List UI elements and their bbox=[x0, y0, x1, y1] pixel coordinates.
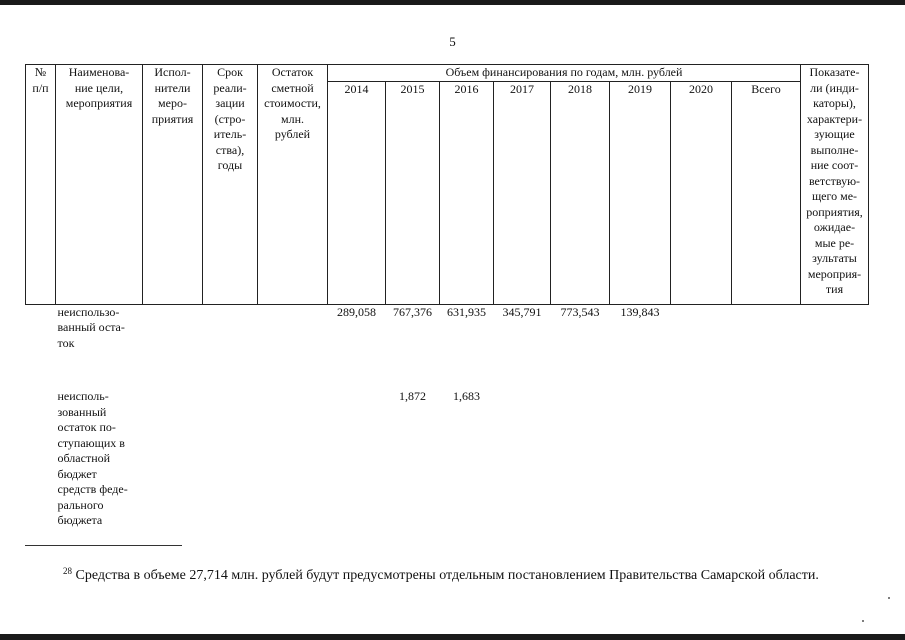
cell-2019: 139,843 bbox=[620, 304, 660, 319]
cell-total bbox=[732, 304, 801, 389]
table-header-row bbox=[26, 65, 869, 82]
cell-2020 bbox=[671, 389, 732, 529]
scan-bottom-border bbox=[0, 634, 905, 640]
cell-2019 bbox=[610, 389, 671, 529]
header-funding-group: Объем финансирования по годам, млн. рублей bbox=[328, 65, 801, 82]
footnote-separator bbox=[25, 545, 182, 546]
header-year-2018: 2018 bbox=[551, 81, 610, 304]
header-year-2017: 2017 bbox=[494, 81, 551, 304]
cell-2016: 631,935 bbox=[447, 304, 486, 319]
header-executors: Испол- нители меро- приятия bbox=[143, 65, 203, 305]
cell-2018 bbox=[551, 389, 610, 529]
cell-2020 bbox=[671, 304, 732, 389]
cell-2014 bbox=[328, 389, 386, 529]
cell-2018: 773,543 bbox=[560, 304, 600, 319]
scan-top-border bbox=[0, 0, 905, 5]
header-year-2014: 2014 bbox=[328, 81, 386, 304]
cell-2017 bbox=[494, 389, 551, 529]
header-term: Срок реали- зации (стро- итель- ства), годы bbox=[203, 65, 258, 305]
header-year-2019: 2019 bbox=[610, 81, 671, 304]
financing-table bbox=[25, 64, 869, 529]
cell-2017: 345,791 bbox=[502, 304, 542, 319]
cell-2016: 1,683 bbox=[453, 389, 480, 403]
cell-total bbox=[732, 389, 801, 529]
header-name: Наименова- ние цели, мероприятия bbox=[56, 65, 143, 305]
footnote-text: Средства в объеме 27,714 млн. рублей будут предусмотрены отдельным постановлением Правительства Самарской области. bbox=[75, 568, 819, 583]
header-remainder: Остаток сметной стоимости, млн. рублей bbox=[258, 65, 328, 305]
header-total: Всего bbox=[732, 81, 801, 304]
header-year-2016: 2016 bbox=[440, 81, 494, 304]
page-number: 5 bbox=[449, 34, 456, 49]
table-row bbox=[26, 304, 869, 389]
cell-2015: 1,872 bbox=[399, 389, 426, 403]
scan-speck bbox=[888, 597, 890, 599]
header-number: № п/п bbox=[26, 65, 56, 305]
cell-2014: 289,058 bbox=[337, 304, 376, 319]
header-indicators: Показате- ли (инди- каторы), характери- зующие выполне- ние соот- ветствую- щего ме- роприятия, ожидае- мые ре- зультаты мероприя- тия bbox=[801, 65, 869, 305]
cell-2015: 767,376 bbox=[393, 304, 432, 319]
header-year-2015: 2015 bbox=[386, 81, 440, 304]
table-row bbox=[26, 389, 869, 529]
row-name: неисполь- зованный остаток по- ступающих в областной бюджет средств феде- рального бюджета bbox=[57, 389, 128, 527]
footnote-marker: 28 bbox=[63, 566, 72, 576]
row-name: неиспользо- ванный остa- ток bbox=[57, 304, 125, 350]
header-year-2020: 2020 bbox=[671, 81, 732, 304]
footnote bbox=[25, 561, 890, 586]
scan-speck bbox=[862, 620, 864, 622]
